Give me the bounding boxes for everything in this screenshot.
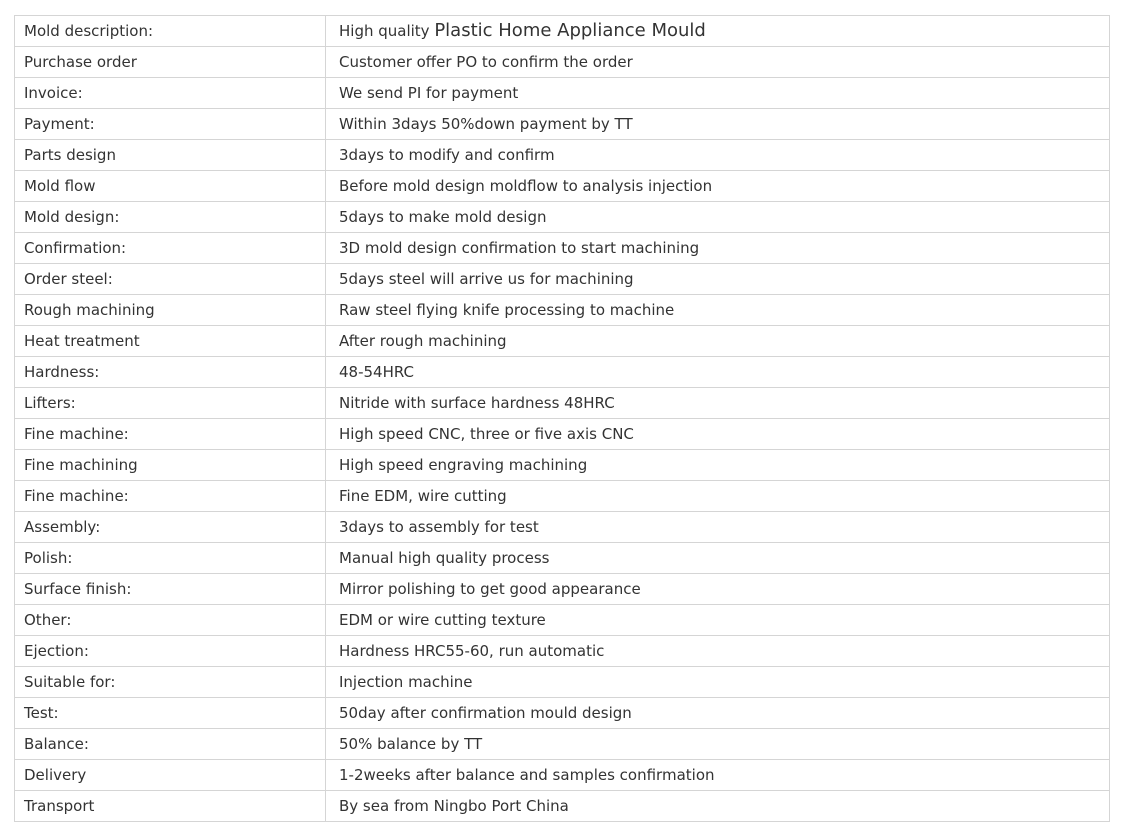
- row-label: Test:: [15, 698, 326, 729]
- row-value: 48-54HRC: [326, 357, 1110, 388]
- table-row: [15, 233, 1110, 264]
- row-label: Heat treatment: [15, 326, 326, 357]
- table-row: [15, 667, 1110, 698]
- row-value: 50% balance by TT: [326, 729, 1110, 760]
- row-label: Ejection:: [15, 636, 326, 667]
- table-row: [15, 109, 1110, 140]
- table-row: [15, 78, 1110, 109]
- table-row: [15, 171, 1110, 202]
- table-row: [15, 729, 1110, 760]
- mould-spec-table: [14, 15, 1110, 822]
- row-value: Nitride with surface hardness 48HRC: [326, 388, 1110, 419]
- row-label: Lifters:: [15, 388, 326, 419]
- row-value: Fine EDM, wire cutting: [326, 481, 1110, 512]
- table-row: [15, 481, 1110, 512]
- row-label: Delivery: [15, 760, 326, 791]
- row-label: Fine machine:: [15, 419, 326, 450]
- row-label: Confirmation:: [15, 233, 326, 264]
- row-label: Suitable for:: [15, 667, 326, 698]
- row-value: High speed engraving machining: [326, 450, 1110, 481]
- row-label: Mold flow: [15, 171, 326, 202]
- row-value: Customer offer PO to confirm the order: [326, 47, 1110, 78]
- table-row: [15, 326, 1110, 357]
- row-label: Transport: [15, 791, 326, 822]
- row-label: Surface finish:: [15, 574, 326, 605]
- row-label: Hardness:: [15, 357, 326, 388]
- row-label: Balance:: [15, 729, 326, 760]
- table-row: [15, 419, 1110, 450]
- table-row: [15, 636, 1110, 667]
- table-row: [15, 264, 1110, 295]
- row-label: Polish:: [15, 543, 326, 574]
- row-value: Within 3days 50%down payment by TT: [326, 109, 1110, 140]
- row-label: Mold design:: [15, 202, 326, 233]
- row-value-product-name: Plastic Home Appliance Mould: [434, 20, 706, 41]
- mould-spec-table-body: [15, 16, 1110, 822]
- table-row: [15, 357, 1110, 388]
- row-label: Order steel:: [15, 264, 326, 295]
- row-value: By sea from Ningbo Port China: [326, 791, 1110, 822]
- row-value: 3D mold design confirmation to start machining: [326, 233, 1110, 264]
- row-value: Before mold design moldflow to analysis injection: [326, 171, 1110, 202]
- row-value: Hardness HRC55-60, run automatic: [326, 636, 1110, 667]
- table-row: [15, 791, 1110, 822]
- row-label: Rough machining: [15, 295, 326, 326]
- row-label: Purchase order: [15, 47, 326, 78]
- row-value: 50day after confirmation mould design: [326, 698, 1110, 729]
- table-row: [15, 698, 1110, 729]
- row-value: 5days to make mold design: [326, 202, 1110, 233]
- table-row: [15, 47, 1110, 78]
- table-row: [15, 295, 1110, 326]
- table-row: [15, 388, 1110, 419]
- table-row: [15, 760, 1110, 791]
- row-label: Mold description:: [15, 16, 326, 47]
- row-value: 5days steel will arrive us for machining: [326, 264, 1110, 295]
- row-value: We send PI for payment: [326, 78, 1110, 109]
- row-label: Fine machining: [15, 450, 326, 481]
- row-label: Assembly:: [15, 512, 326, 543]
- row-value: High speed CNC, three or five axis CNC: [326, 419, 1110, 450]
- row-value: 3days to assembly for test: [326, 512, 1110, 543]
- row-value: Mirror polishing to get good appearance: [326, 574, 1110, 605]
- row-value: 1-2weeks after balance and samples confirmation: [326, 760, 1110, 791]
- table-row: [15, 605, 1110, 636]
- row-value: Raw steel flying knife processing to machine: [326, 295, 1110, 326]
- row-value: [326, 16, 1110, 47]
- table-row: [15, 202, 1110, 233]
- row-value: Manual high quality process: [326, 543, 1110, 574]
- row-label: Payment:: [15, 109, 326, 140]
- table-row: [15, 140, 1110, 171]
- table-row: [15, 16, 1110, 47]
- row-label: Other:: [15, 605, 326, 636]
- table-row: [15, 450, 1110, 481]
- table-row: [15, 512, 1110, 543]
- table-row: [15, 574, 1110, 605]
- row-value: 3days to modify and confirm: [326, 140, 1110, 171]
- row-label: Fine machine:: [15, 481, 326, 512]
- table-row: [15, 543, 1110, 574]
- row-label: Invoice:: [15, 78, 326, 109]
- row-value: EDM or wire cutting texture: [326, 605, 1110, 636]
- row-value: Injection machine: [326, 667, 1110, 698]
- row-label: Parts design: [15, 140, 326, 171]
- row-value-prefix: High quality: [339, 22, 435, 40]
- row-value: After rough machining: [326, 326, 1110, 357]
